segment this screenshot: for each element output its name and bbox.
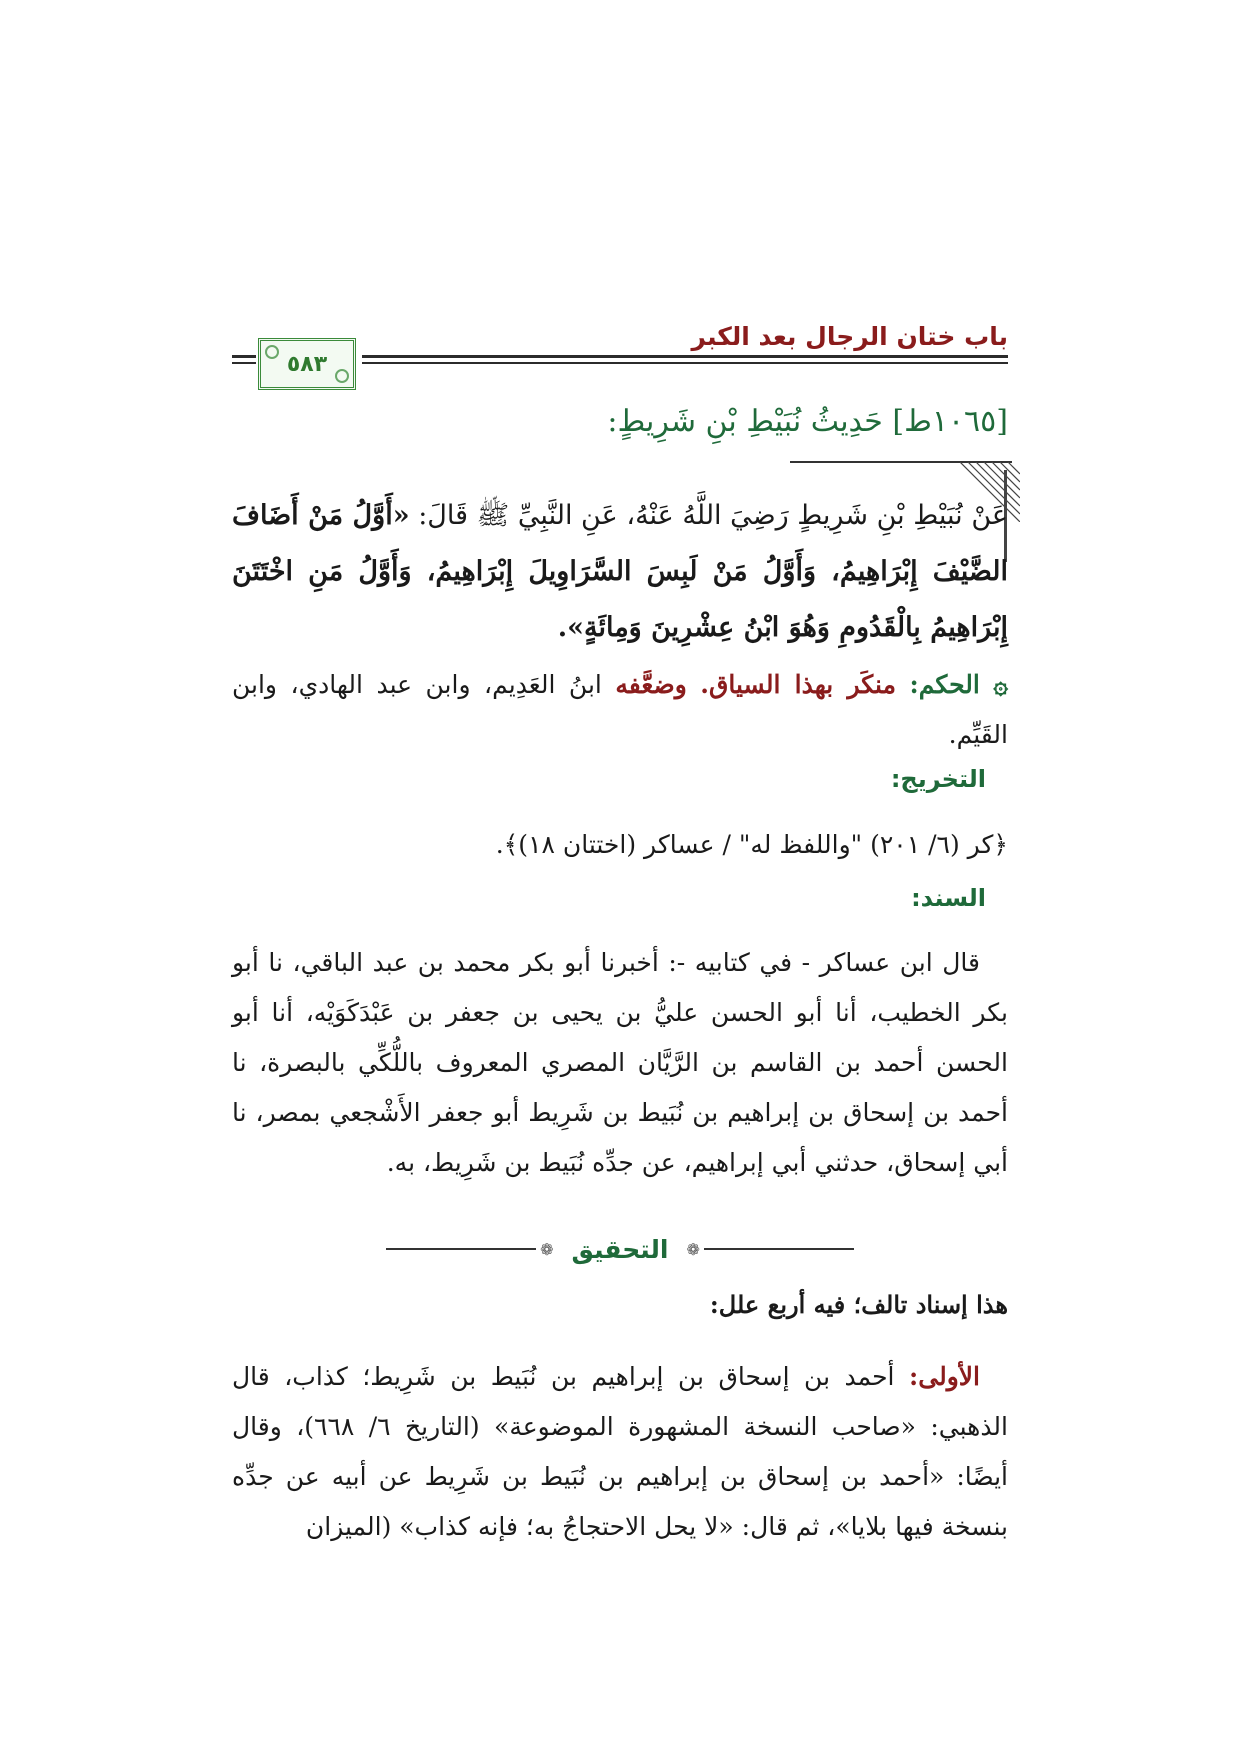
header-rule-right-bottom <box>362 362 1008 364</box>
sanad-heading: السند: <box>911 884 986 912</box>
ruling-label: الحكم: <box>909 670 980 699</box>
takhrij-text: ﴿كر (٦/ ٢٠١) "واللفظ له" / عساكر (اختتان ١٨)﴾. <box>495 830 1008 859</box>
hadith-intro: عَنْ نُبَيْطِ بْنِ شَرِيطٍ رَضِيَ اللَّهُ عَنْهُ، عَنِ النَّبِيِّ ﷺ قَالَ: <box>409 500 1008 531</box>
divider-line-right <box>704 1248 854 1250</box>
first-defect-text: أحمد بن إسحاق بن إبراهيم بن نُبَيط بن شَرِيط؛ كذاب، قال الذهبي: «صاحب النسخة المشهورة الموضوعة» (التاريخ ٦/ ٦٦٨)، وقال أيضًا: «أحمد بن إسحاق بن إبراهيم بن نُبَيط بن شَرِيط عن أبيه عن جدِّه بنسخة فيها بلايا»، ثم قال: «لا يحل الاحتجاجُ به؛ فإنه كذاب» (الميزان <box>232 1362 1008 1541</box>
first-defect-paragraph <box>232 1352 1008 1552</box>
page-number: ٥٨٣ <box>286 351 328 377</box>
ruling-marker-icon: ۞ <box>993 670 1009 699</box>
divider-line-left <box>386 1248 536 1250</box>
tahqiq-heading: التحقيق <box>571 1234 669 1264</box>
page-number-box <box>258 338 356 390</box>
ruling-paragraph <box>232 660 1008 760</box>
hadith-text-block <box>232 488 1008 656</box>
takhrij-heading: التخريج: <box>890 765 986 793</box>
first-defect-label: الأولى: <box>909 1362 980 1391</box>
ruling-text: ابنُ العَدِيم، وابن عبد الهادي، وابن القَيِّم. <box>232 670 1008 749</box>
header-rule-left-bottom <box>232 362 256 364</box>
sanad-text: قال ابن عساكر - في كتابيه -: أخبرنا أبو بكر محمد بن عبد الباقي، نا أبو بكر الخطيب، أنا أبو الحسن عليُّ بن يحيى بن جعفر بن عَبْدَكَوَيْه، أنا أبو الحسن أحمد بن القاسم بن الرَّيَّان المصري المعروف باللُّكِّي بالبصرة، نا أحمد بن إسحاق بن إبراهيم بن نُبَيط بن شَرِيط أبو جعفر الأَشْجعي بمصر، نا أبي إسحاق، حدثني أبي إبراهيم، عن جدِّه نُبَيط بن شَرِيط، به. <box>232 948 1008 1177</box>
hadith-matn: «أَوَّلُ مَنْ أَضَافَ الضَّيْفَ إِبْرَاهِيمُ، وَأَوَّلُ مَنْ لَبِسَ السَّرَاوِيلَ إِبْرَاهِيمُ، وَأَوَّلُ مَنِ اخْتَتَنَ إِبْرَاهِيمُ بِالْقَدُومِ وَهُوَ ابْنُ عِشْرِينَ وَمِائَةٍ». <box>232 500 1008 643</box>
hadith-title: [١٠٦٥ط] حَدِيثُ نُبَيْطِ بْنِ شَرِيطٍ: <box>607 404 1008 439</box>
ruling-weakened-label: وضعَّفه <box>615 670 687 699</box>
divider-ornament-icon: ❁ <box>686 1239 700 1259</box>
chapter-title: باب ختان الرجال بعد الكبر <box>691 322 1008 351</box>
header-rule-right-top <box>362 355 1008 358</box>
ruling-verdict: منكَر بهذا السياق. <box>700 670 896 699</box>
divider-ornament-icon: ❁ <box>540 1239 554 1259</box>
header-rule-left-top <box>232 355 256 358</box>
tahqiq-summary: هذا إسناد تالف؛ فيه أربع علل: <box>709 1290 1008 1319</box>
tahqiq-divider <box>380 1234 860 1264</box>
